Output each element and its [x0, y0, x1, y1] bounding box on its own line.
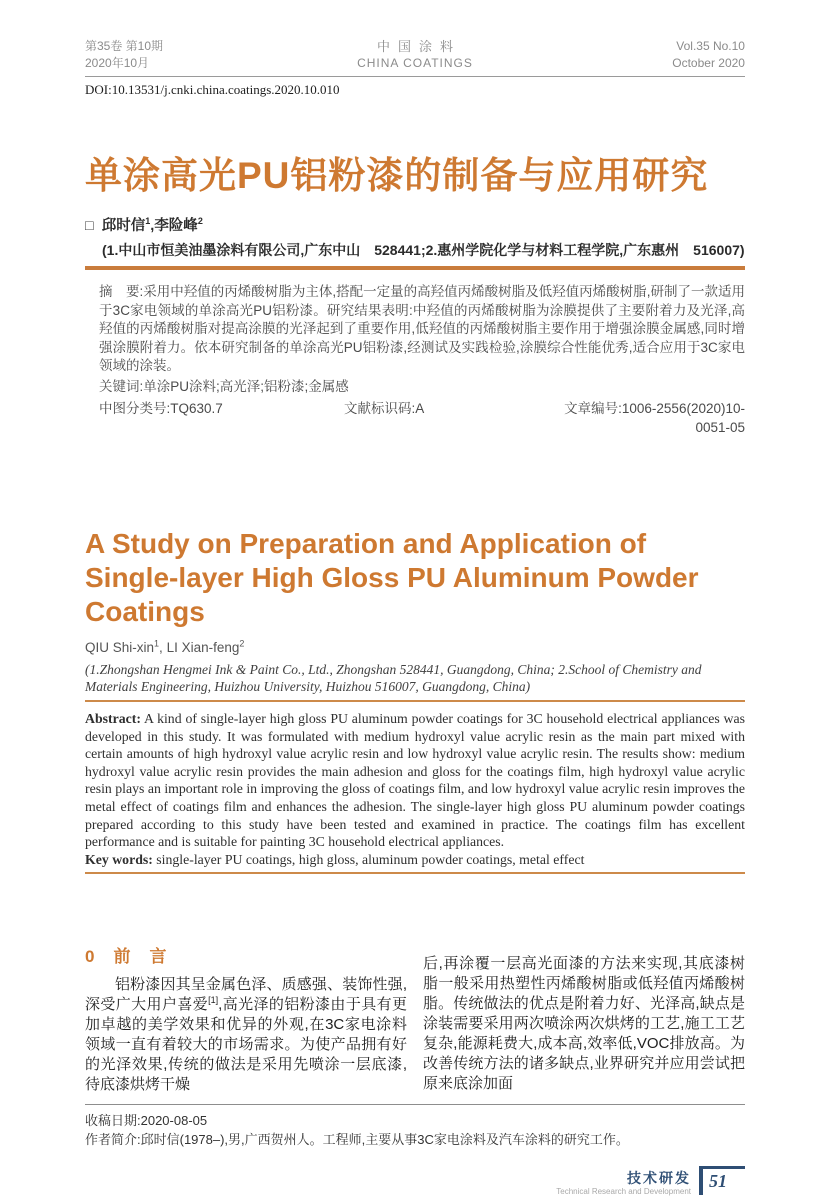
author-2-en: LI Xian-feng: [166, 640, 240, 655]
section-label-en: Technical Research and Development: [556, 1187, 691, 1197]
author-2-cn: 李险峰: [154, 218, 198, 234]
doi-line: DOI:10.13531/j.cnki.china.coatings.2020.10.010: [85, 82, 340, 97]
author-1-sup: 1: [145, 216, 151, 227]
page-number-tab: [699, 1166, 745, 1195]
section-label-cn: 技术研发: [627, 1170, 691, 1187]
page-footer: [85, 1166, 745, 1197]
journal-name-en: CHINA COATINGS: [357, 56, 473, 70]
author-separator: ,: [150, 218, 155, 234]
author-2-en-sup: 2: [239, 638, 245, 649]
abstract-cn-text: 采用中羟值的丙烯酸树脂为主体,搭配一定量的高羟值丙烯酸树脂及低羟值丙烯酸树脂,研制了一款适用于3C家电领域的单涂高光PU铝粉漆。研究结果表明:中羟值的丙烯酸树脂为涂膜提供了主要附着力及光泽,高羟值的丙烯酸树脂对提高涂膜的光泽起到了重要作用,低羟值的丙烯酸树脂主要作用于增强涂膜金属感,同时增强涂膜附着力。依本研究制备的单涂高光PU铝粉漆,经测试及实践检验,涂膜综合性能优秀,适合应用于3C家电领域的涂装。: [99, 284, 745, 373]
classification-row: [99, 400, 745, 437]
header-issue-cn: [85, 38, 265, 72]
abstract-cn-label: 摘 要:: [99, 284, 144, 299]
author-1-en-sup: 1: [154, 638, 160, 649]
abstract-cn: [99, 283, 745, 376]
intro-text-after-ref: ,高光泽的铝粉漆由于具有更加卓越的美学效果和优异的外观,在3C家电涂料领域一直有着较大的市场需求。为使产品拥有好的光泽效果,传统的做法是采用先喷涂一层底漆,待底漆烘烤干燥: [85, 996, 407, 1094]
section-heading-intro: 0 前 言: [85, 947, 168, 967]
keywords-en-label: Key words:: [85, 851, 153, 867]
divider-orange-thin-bottom: [85, 872, 745, 874]
body-column-left: [85, 946, 407, 1095]
date-en: October 2020: [672, 56, 745, 70]
affiliation-en: (1.Zhongshan Hengmei Ink & Paint Co., Ltd., Zhongshan 528441, Guangdong, China; 2.School of Chemistry and Materials Engineering, Huizhou University, Huizhou 516007, Guangdong, China): [85, 662, 702, 694]
page-number: 51: [709, 1171, 727, 1192]
abstract-en: [85, 710, 745, 851]
body-column-right: [423, 946, 745, 1095]
affiliation-cn: (1.中山市恒美油墨涂料有限公司,广东中山 528441;2.惠州学院化学与材料工程学院,广东惠州 516007): [102, 242, 745, 258]
clc-number: 中图分类号:TQ630.7: [99, 401, 223, 416]
footnote-block: [85, 1104, 745, 1149]
journal-name: [357, 38, 473, 72]
date-cn: 2020年10月: [85, 56, 150, 70]
author-1-en: QIU Shi-xin: [85, 640, 155, 655]
keywords-cn: [99, 378, 745, 397]
article-title-en: A Study on Preparation and Application of Single-layer High Gloss PU Aluminum Powder Coatings: [85, 528, 699, 627]
article-body: [85, 946, 745, 1095]
author-separator-en: ,: [159, 640, 167, 655]
volume-issue-cn: 第35卷 第10期: [85, 39, 164, 53]
abstract-en-text: A kind of single-layer high gloss PU aluminum powder coatings for 3C household electrical appliances was developed in this study. It was formulated with medium hydroxyl value acrylic resin as the main part mixed with certain amounts of high hydroxyl value acrylic resin and low hydroxyl value acrylic resin. The results show: medium hydroxyl value acrylic resin provides the main adhesion and gloss for the coatings film, high hydroxyl value acrylic resin plays an important role in improving the gloss of coatings film, and low hydroxyl value acrylic resin improves the metal effect of coatings film and enhances the adhesion. The single-layer high gloss PU aluminum powder coatings prepared according to this study have been tested and examined in practice. The coatings film has excellent performance and is suitable for painting 3C household electrical appliances.: [85, 711, 745, 850]
article-id: 文章编号:1006-2556(2020)10-0051-05: [564, 401, 745, 435]
journal-header: [85, 38, 745, 77]
author-2-sup: 2: [197, 216, 203, 227]
intro-paragraph-right: 后,再涂覆一层高光面漆的方法来实现,其底漆树脂一般采用热塑性丙烯酸树脂或低羟值丙烯酸树脂。传统做法的优点是附着力好、光泽高,缺点是涂装需要采用两次喷涂两次烘烤的工艺,施工工艺复杂,能源耗费大,成本高,效率低,VOC排放高。为改善传统方法的诸多缺点,业界研究并应用尝试把原来底涂加面: [423, 955, 745, 1093]
abstract-en-label: Abstract:: [85, 711, 141, 726]
keywords-en-text: single-layer PU coatings, high gloss, aluminum powder coatings, metal effect: [152, 851, 585, 867]
header-issue-en: [565, 38, 745, 72]
divider-orange-thick: [85, 266, 745, 270]
authors-cn: [85, 214, 745, 235]
citation-ref-1: [1]: [208, 995, 219, 1006]
keywords-cn-text: 单涂PU涂料;高光泽;铝粉漆;金属感: [143, 378, 349, 394]
author-bio: 作者简介:邱时信(1978–),男,广西贺州人。工程师,主要从事3C家电涂料及汽车涂料的研究工作。: [85, 1132, 629, 1148]
section-label: [556, 1166, 691, 1197]
article-title-cn: 单涂高光PU铝粉漆的制备与应用研究: [85, 155, 709, 196]
journal-name-cn: 中国涂料: [376, 39, 461, 54]
author-1-cn: 邱时信: [101, 218, 146, 234]
intro-paragraph-left: [85, 975, 407, 1095]
document-code: 文献标识码:A: [344, 401, 425, 416]
keywords-en: [85, 851, 745, 869]
authors-en: [85, 640, 745, 655]
received-date: 收稿日期:2020-08-05: [85, 1113, 208, 1129]
divider-orange-thin-top: [85, 700, 745, 702]
keywords-cn-label: 关键词:: [99, 378, 144, 394]
intro-text-before-ref: 铝粉漆因其呈金属色泽、质感强、装饰性强,深受广大用户喜爱: [85, 976, 407, 1014]
volume-issue-en: Vol.35 No.10: [676, 39, 745, 53]
author-marker-square: □: [85, 218, 94, 234]
